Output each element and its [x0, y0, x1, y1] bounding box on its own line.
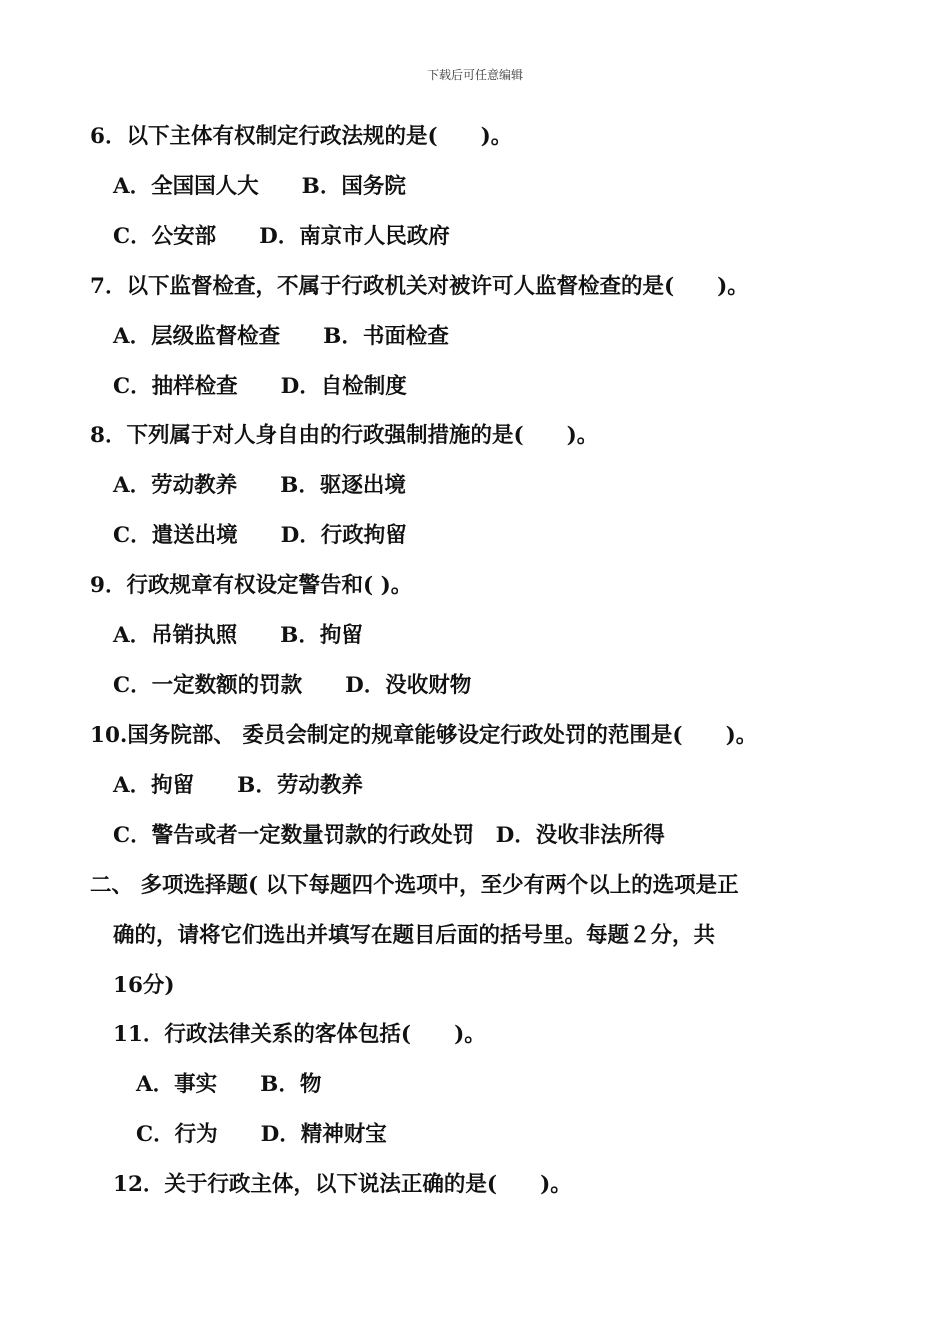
question-11-options-cd: C．行为 D．精神财宝: [136, 1122, 387, 1147]
question-12-stem: 12．关于行政主体，以下说法正确的是( )。: [113, 1172, 572, 1197]
question-6-stem: 6．以下主体有权制定行政法规的是( )。: [90, 124, 513, 149]
question-10-options-ab: A．拘留 B．劳动教养: [113, 773, 363, 798]
question-8-stem: 8．下列属于对人身自由的行政强制措施的是( )。: [90, 423, 599, 448]
question-8-options-ab: A．劳动教养 B．驱逐出境: [113, 473, 406, 498]
question-6-options-cd: C．公安部 D．南京市人民政府: [113, 224, 450, 249]
section-2-heading-line-3: 16分): [113, 973, 175, 998]
question-11-stem: 11．行政法律关系的客体包括( )。: [113, 1022, 486, 1047]
question-9-options-ab: A．吊销执照 B．拘留: [113, 623, 363, 648]
question-10-stem: 10.国务院部、 委员会制定的规章能够设定行政处罚的范围是( )。: [90, 723, 758, 748]
section-2-heading-line-1: 二、 多项选择题( 以下每题四个选项中，至少有两个以上的选项是正: [90, 873, 739, 898]
question-9-stem: 9．行政规章有权设定警告和( )。: [90, 573, 413, 598]
question-9-options-cd: C．一定数额的罚款 D．没收财物: [113, 673, 472, 698]
question-7-options-ab: A．层级监督检查 B．书面检查: [113, 324, 449, 349]
question-11-options-ab: A．事实 B．物: [136, 1072, 322, 1097]
question-10-options-cd: C．警告或者一定数量罚款的行政处罚 D．没收非法所得: [113, 823, 665, 848]
question-7-stem: 7．以下监督检查，不属于行政机关对被许可人监督检查的是( )。: [90, 274, 749, 299]
section-2-heading-line-2: 确的，请将它们选出并填写在题目后面的括号里。每题２分，共: [113, 923, 716, 948]
question-8-options-cd: C．遣送出境 D．行政拘留: [113, 523, 407, 548]
question-6-options-ab: A．全国国人大 B．国务院: [113, 174, 406, 199]
page-header-note: 下载后可任意编辑: [426, 68, 523, 82]
question-7-options-cd: C．抽样检查 D．自检制度: [113, 374, 407, 399]
